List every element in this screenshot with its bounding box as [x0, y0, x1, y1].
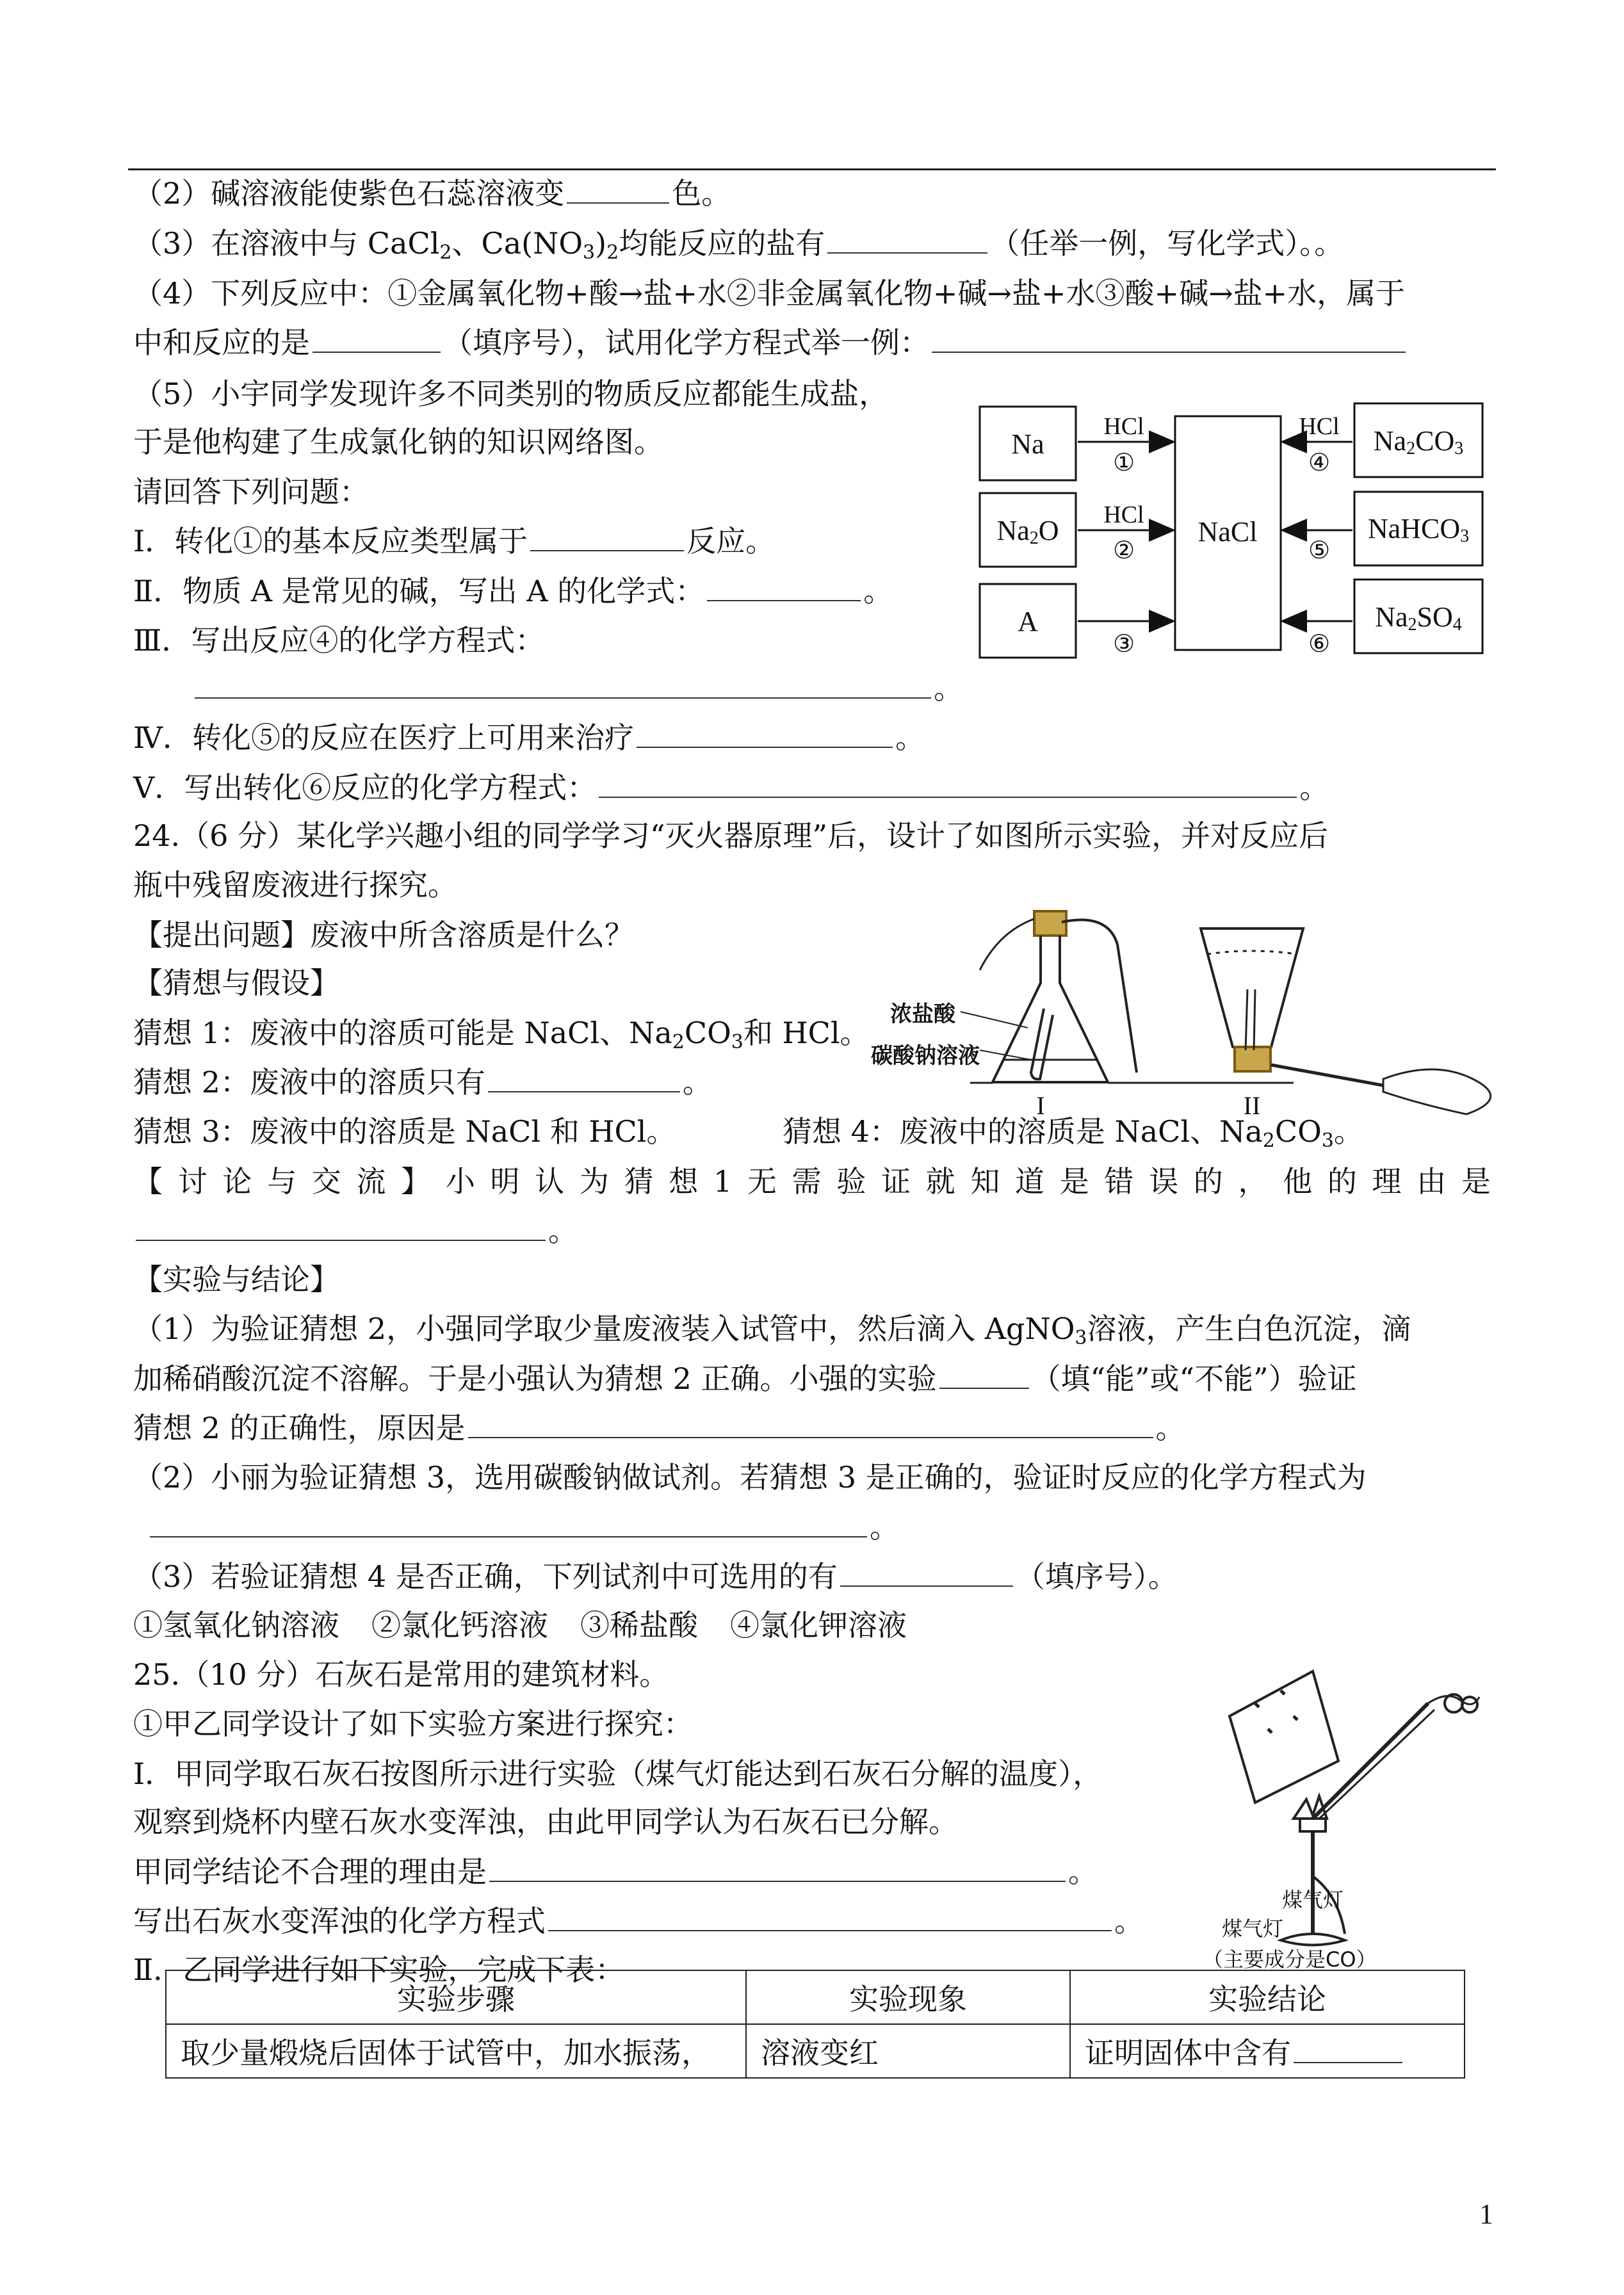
q24-discussion — [133, 1162, 1491, 1201]
q25-step1: ①甲乙同学设计了如下实验方案进行探究： — [133, 1707, 693, 1741]
q24-experiment-heading: 【实验与结论】 — [133, 1262, 339, 1297]
option-4: ④氯化钾溶液 — [730, 1608, 907, 1642]
answer-blank[interactable] — [530, 522, 684, 551]
q24-exp2-line1: （2）小丽为验证猜想 3，选用碳酸钠做试剂。若猜想 3 是正确的，验证时反应的化学方程式为 — [133, 1460, 1367, 1495]
header-rule — [128, 168, 1496, 170]
q25-intro: 25.（10 分）石灰石是常用的建筑材料。 — [133, 1657, 669, 1692]
discussion-char: 的 — [1193, 1164, 1223, 1199]
answer-blank[interactable] — [548, 1902, 1112, 1931]
arrow4-num: ④ — [1308, 450, 1331, 476]
q24-hypothesis4: 猜想 4：废液中的溶质是 NaCl、$Na_2CO_3$。 — [783, 1114, 1363, 1152]
discussion-char: 就 — [925, 1164, 955, 1199]
test-tube-icon — [1031, 1009, 1053, 1079]
discussion-char: 与 — [267, 1164, 297, 1199]
discussion-char: 明 — [490, 1164, 520, 1199]
label-nacl: NaCl — [1198, 516, 1258, 547]
q25-step5: 写出石灰水变浑浊的化学方程式 。 — [133, 1902, 1144, 1940]
q25-step3: 观察到烧杯内壁石灰水变浑浊，由此甲同学认为石灰石已分解。 — [133, 1804, 958, 1839]
q24-exp1-line2: 加稀硝酸沉淀不溶解。于是小强认为猜想 2 正确。小强的实验 （填“能”或“不能”）验证 — [133, 1359, 1357, 1398]
table-cell: 取少量煅烧后固体于试管中，加水振荡， — [166, 2024, 746, 2078]
page-number: 1 — [1479, 2198, 1493, 2230]
q23-item5: Ⅴ．写出转化⑥反应的化学方程式： 。 — [133, 768, 1329, 807]
answer-blank[interactable] — [637, 718, 893, 748]
table-cell: 溶液变红 — [746, 2024, 1070, 2078]
label-flask-2: II — [1243, 1091, 1261, 1120]
discussion-char: 认 — [535, 1164, 565, 1199]
q24-intro-line1: 24.（6 分）某化学兴趣小组的同学学习“灭火器原理”后，设计了如图所示实验，并对反应后 — [133, 818, 1329, 853]
discussion-char: 猜 — [624, 1164, 654, 1199]
table-row — [166, 2024, 1465, 2078]
answer-blank[interactable] — [1294, 2034, 1402, 2063]
answer-blank[interactable] — [932, 323, 1406, 353]
discussion-char: 流 — [356, 1164, 386, 1199]
answer-blank[interactable] — [313, 323, 441, 353]
arrow4-label: HCl — [1299, 413, 1340, 440]
discussion-char: 误 — [1149, 1164, 1179, 1199]
experiment-table — [165, 1970, 1465, 2079]
label-na2so4: Na2SO4 — [1375, 601, 1462, 635]
answer-blank[interactable] — [599, 768, 1297, 798]
q24-exp1-line3: 猜想 2 的正确性，原因是 。 — [133, 1409, 1185, 1447]
discussion-char: 由 — [1417, 1164, 1447, 1199]
label-burner-name: 煤气灯 — [1222, 1917, 1284, 1941]
q24-hypothesis1: 猜想 1：废液中的溶质可能是 NaCl、$Na_2CO_3$和 HCl。 — [133, 1016, 870, 1053]
beaker-icon — [1230, 1671, 1338, 1803]
label-burner: 煤气灯 — [1281, 1888, 1344, 1912]
spray-icon — [1383, 1069, 1491, 1114]
table-cell: 证明固体中含有 — [1070, 2024, 1465, 2078]
q24-exp1-line1: （1）为验证猜想 2，小强同学取少量废液装入试管中，然后滴入 AgNO$_3$溶液，产生白色沉淀，滴 — [133, 1311, 1411, 1349]
discussion-char: 错 — [1104, 1164, 1134, 1199]
discussion-char: 无 — [747, 1164, 777, 1199]
table-header-row — [166, 1970, 1465, 2024]
answer-blank[interactable] — [136, 1212, 546, 1241]
table-header: 实验步骤 — [166, 1970, 746, 2024]
q24-hypothesis3: 猜想 3：废液中的溶质是 NaCl 和 HCl。 — [133, 1114, 676, 1149]
q23-part4-line2: 中和反应的是 （填序号），试用化学方程式举一例： — [133, 323, 1408, 362]
tongs-icon — [1313, 1703, 1428, 1819]
extinguisher-figure — [871, 893, 1537, 1124]
label-sodium-carbonate: 碳酸钠溶液 — [871, 1043, 980, 1069]
tube-icon — [1062, 920, 1137, 1073]
label-na2co3: Na2CO3 — [1373, 425, 1464, 458]
answer-blank[interactable] — [195, 669, 931, 699]
label-na: Na — [1011, 428, 1044, 460]
discussion-char: 验 — [836, 1164, 866, 1199]
answer-blank[interactable] — [150, 1508, 867, 1537]
discussion-char: 知 — [970, 1164, 1000, 1199]
answer-blank[interactable] — [488, 1063, 680, 1092]
q24-ask: 【提出问题】废液中所含溶质是什么？ — [133, 918, 634, 952]
answer-blank[interactable] — [840, 1557, 1013, 1587]
q25-step6: Ⅱ．乙同学进行如下实验，完成下表： — [133, 1952, 625, 1987]
answer-blank[interactable] — [939, 1359, 1029, 1389]
option-1: ①氢氧化钠溶液 — [133, 1608, 339, 1642]
discussion-char: 【 — [133, 1164, 163, 1199]
option-2: ②氯化钙溶液 — [371, 1608, 548, 1642]
arrow2-label: HCl — [1103, 501, 1144, 528]
q23-part5-line1: （5）小宇同学发现许多不同类别的物质反应都能生成盐， — [133, 377, 889, 411]
discussion-char: 讨 — [177, 1164, 207, 1199]
discussion-char: 证 — [881, 1164, 911, 1199]
discussion-char: 是 — [1461, 1164, 1491, 1199]
discussion-char: 小 — [445, 1164, 475, 1199]
answer-blank[interactable] — [707, 572, 861, 601]
q24-hypothesis2: 猜想 2：废液中的溶质只有 。 — [133, 1063, 712, 1101]
q23-part4-line1: （4）下列反应中：①金属氧化物+酸→盐+水②非金属氧化物+碱→盐+水③酸+碱→盐+水，属于 — [133, 276, 1406, 311]
discussion-char: 道 — [1015, 1164, 1045, 1199]
nacl-network-diagram — [973, 384, 1486, 685]
answer-blank[interactable] — [567, 174, 669, 204]
answer-blank[interactable] — [468, 1409, 1153, 1438]
discussion-char: 他 — [1283, 1164, 1313, 1199]
label-a: A — [1018, 606, 1038, 637]
discussion-char: 1 — [713, 1164, 733, 1199]
arrow6-num: ⑥ — [1308, 631, 1331, 658]
arrow1-num: ① — [1112, 450, 1135, 476]
table-header: 实验现象 — [746, 1970, 1070, 2024]
arrow2-num: ② — [1112, 537, 1135, 564]
q25-step2: Ⅰ．甲同学取石灰石按图所示进行实验（煤气灯能达到石灰石分解的温度）， — [133, 1756, 1103, 1791]
label-burner-note: （主要成分是CO） — [1203, 1947, 1377, 1972]
discussion-char: 】 — [401, 1164, 431, 1199]
q24-exp2-answer: 。 — [147, 1508, 899, 1546]
q23-item3: Ⅲ．写出反应④的化学方程式： — [133, 623, 545, 658]
q24-options — [133, 1606, 907, 1644]
q23-part5-line3: 请回答下列问题： — [133, 474, 369, 509]
q23-part3: （3）在溶液中与 CaCl$_2$、$Ca(NO_3)_2$均能反应的盐有 （任举一例，写化学式）。。 — [133, 224, 1344, 263]
q23-part2: （2）碱溶液能使紫色石蕊溶液变 色。 — [133, 174, 731, 213]
q23-item4: Ⅳ．转化⑤的反应在医疗上可用来治疗 。 — [133, 718, 925, 757]
table-header: 实验结论 — [1070, 1970, 1465, 2024]
inverted-flask-icon — [1201, 929, 1303, 1047]
q25-step4: 甲同学结论不合理的理由是 。 — [133, 1853, 1098, 1891]
discussion-char: 理 — [1372, 1164, 1402, 1199]
q23-item2: Ⅱ．物质 A 是常见的碱，写出 A 的化学式： 。 — [133, 572, 893, 610]
discussion-char: ， — [1238, 1164, 1268, 1199]
discussion-char: 需 — [792, 1164, 822, 1199]
label-nahco3: NaHCO3 — [1367, 513, 1470, 546]
discussion-char: 的 — [1327, 1164, 1357, 1199]
discussion-char: 论 — [222, 1164, 252, 1199]
q24-exp3: （3）若验证猜想 4 是否正确，下列试剂中可选用的有 （填序号）。 — [133, 1557, 1178, 1596]
stopper-icon — [1034, 911, 1066, 936]
label-conc-hcl: 浓盐酸 — [890, 1002, 955, 1027]
answer-blank[interactable] — [489, 1853, 1066, 1882]
discussion-char: 交 — [311, 1164, 341, 1199]
discussion-char: 是 — [1059, 1164, 1089, 1199]
q24-intro-line2: 瓶中残留废液进行探究。 — [133, 868, 457, 902]
q23-part5-line2: 于是他构建了生成氯化钠的知识网络图。 — [133, 425, 663, 459]
q24-hypothesis-heading: 【猜想与假设】 — [133, 966, 339, 1000]
arrow5-num: ⑤ — [1308, 537, 1331, 564]
q24-discussion-answer: 。 — [133, 1212, 578, 1250]
discussion-char: 想 — [669, 1164, 699, 1199]
discussion-char: 为 — [579, 1164, 609, 1199]
q23-item1: Ⅰ．转化①的基本反应类型属于 反应。 — [133, 522, 775, 560]
label-flask-1: I — [1036, 1091, 1045, 1120]
answer-blank[interactable] — [827, 224, 987, 254]
label-na2o: Na2O — [996, 515, 1059, 548]
q23-item3-answer: 。 — [192, 669, 963, 708]
arrow1-label: HCl — [1103, 413, 1144, 440]
arrow3-num: ③ — [1112, 631, 1135, 658]
option-3: ③稀盐酸 — [580, 1608, 698, 1642]
